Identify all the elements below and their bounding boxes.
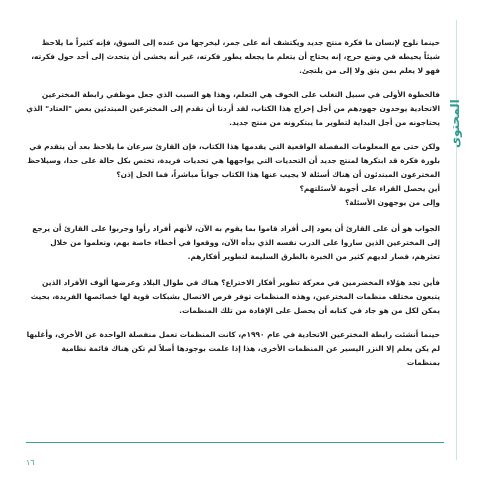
paragraph-6: حينما أنشئت رابطة المخترعين الاتحادية في عام ١٩٩٠م، كانت المنظمات تعمل منفصلة الواحدة عن الأخرى، وأغلبها لم يكن يعلم إلا النزر اليسير عن المنظمات الأخرى، هذا إذا علمت بوجودها أصلاً لم تكن هناك قائمة نظامية بمنظمات — [26, 330, 440, 367]
side-title: المحتوى — [448, 99, 462, 149]
question-1: أين يحصل القراء على أجوبة لأسئلتهم؟ — [299, 184, 440, 193]
page-number: ١٦ — [26, 458, 35, 467]
side-strip — [438, 0, 480, 480]
paragraph-5: فأين تجد هؤلاء المخضرمين في معركة تطوير أفكار الاختراع؟ هناك في طوال البلاد وعرضها ألوف الأفراد الذين يتبعون مختلف منظمات المخترعين، وهذه المنظمات توفر فرص الاتصال بشبكات قوية لها خصائصها الفريدة، بحيث يمكن لكل من هو جاد في كتابه أن يحصل على الإفادة من تلك المنظمات. — [30, 278, 440, 315]
paragraph-3: ولكن حتى مع المعلومات المفصلة الواقعية التي يقدمها هذا الكتاب، فإن القارئ سرعان ما يلاحظ بعد أن يتقدم في بلورة فكرة قد ابتكرها لمنتج جديد أن التحديات التي يواجهها هي تحديات فريدة، تختص بكل حالة على حدا، وسيلاحظ المخترعون المبتدئون أن هناك أسئلة لا يجيب عنها هذا الكتاب جواباً مباشراً، فما الحل إذن؟ — [27, 142, 440, 179]
footer-divider — [26, 442, 444, 443]
paragraph-2: فالخطوة الأولى في سبيل التغلب على الخوف هي التعلم، وهذا هو السبب الذي جعل موظفي رابطة المخترعين الاتحادية يوحدون جهودهم من أجل إخراج هذا الكتاب، لقد أردنا أن نقدم إلى المخترعين المبتدئين بعض "العتاد" الذي يحتاجونه من أجل البداية لتطوير ما يبتكرونه من منتج جديد. — [26, 90, 440, 127]
body-text — [26, 36, 440, 370]
paragraph-4: الجواب هو أن على القارئ أن يعود إلى أفراد قاموا بما يقوم به الآن، لأنهم أفراد رأوا وجربوا على القارئ أن يرجع إلى المخترعين الذين ساروا على الدرب نفسه الذي بدأه الآن، ووقعوا في أخطاء خاصة بهم، وتعلموا من خلال تعثرهم، فصار لديهم كثير من الخبرة بالطرق السليمة لتطوير أفكارهم. — [32, 224, 440, 261]
paragraph-1: حينما نلوح لإنسان ما فكرة منتج جديد ويكتشف أنه على جمر، ليخرجها من عنده إلى السوق، فإنه كثيراً ما يلاحظ شيئاً يحيطه في وضع حرج، إنه يحتاج أن يتعلم ما يجعله يطور فكرته، غير أنه يخشى أن يتحدث إلى أحد حول فكرته، فهو لا يعلم بمن يثق ولا إلى من يلتجئ. — [31, 38, 440, 75]
question-2: وإلى من يوجهون الأسئلة؟ — [345, 198, 440, 207]
